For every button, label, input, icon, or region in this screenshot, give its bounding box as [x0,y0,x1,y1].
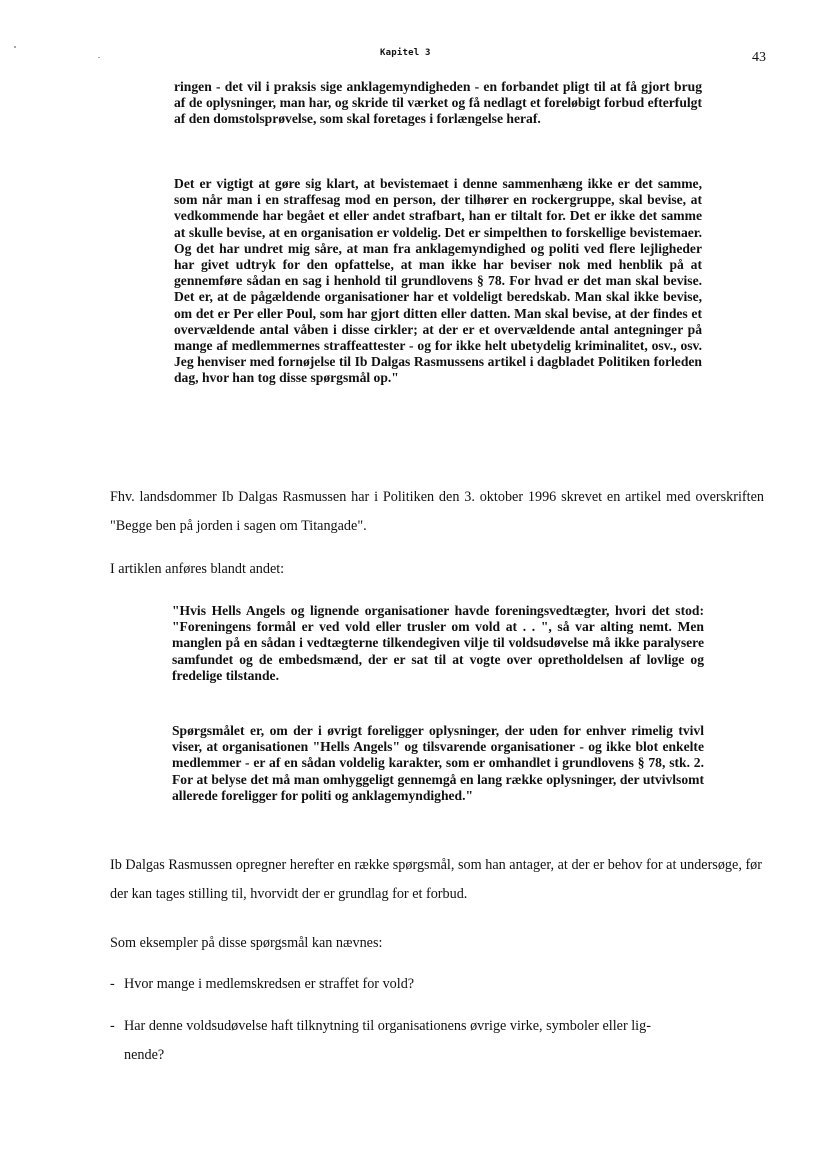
quote-paragraph: Det er vigtigt at gøre sig klart, at bevistemaet i denne sammenhæng ikke er det samme, som når man i en straffesag mod en person, der tilhører en rockergruppe, skal bevise, at vedkommende har begået et eller andet strafbart, han er tiltalt for. Det er ikke det samme at skulle bevise, at en organisation er voldelig. Det er simpelthen to forskellige bevistemaer. Og det har undret mig såre, at man fra anklagemyndighed og politi ved flere lejligheder har givet udtryk for den opfattelse, at man ikke har beviser nok med henblik på at gennemføre sådan en sag i henhold til grundlovens § 78. For hvad er det man skal bevise. Det er, at de pågældende organisationer har et voldeligt beredskab. Man skal ikke bevise, om det er Per eller Poul, som har gjort ditten eller datten. Man skal bevise, at der findes et overvældende antal våben i disse cirkler; at der er et overvældende antal antegninger på mange af medlemmernes straffeattester - og for ikke helt ubetydelig kriminalitet, osv., osv. Jeg henviser med fornøjelse til Ib Dalgas Rasmussens artikel i dagbladet Politiken forleden dag, hvor han tog disse spørgsmål op." [174,176,702,386]
quote-paragraph: ringen - det vil i praksis sige anklagemyndigheden - en forbandet pligt til at få gjort brug af de oplysninger, man har, og skride til værket og få nedlagt et foreløbigt forbud efterfulgt af den domstolsprøvelse, som skal foretages i forlængelse heraf. [174,79,702,127]
article-quote-paragraph: "Hvis Hells Angels og lignende organisationer havde foreningsvedtægter, hvori det stod: "Foreningens formål er ved vold eller trusler om vold at . . ", så var alting nemt. Men manglen på en sådan i vedtægterne tilkendegiven vilje til voldsudøvelse må ikke paralysere samfundet og de embedsmænd, der er sat til at vogte over opretholdelsen af lovlige og fredelige tilstande. [172,603,704,683]
body-paragraph: Ib Dalgas Rasmussen opregner herefter en række spørgsmål, som han antager, at der er behov for at undersøge, før der kan tages stilling til, hvorvidt der er grundlag for et forbud. [110,857,762,902]
body-paragraph: Som eksempler på disse spørgsmål kan nævnes: [110,935,383,951]
article-quote-paragraph: Spørgsmålet er, om der i øvrigt foreligger oplysninger, der uden for enhver rimelig tvivl viser, at organisationen "Hells Angels" og tilsvarende organisationer - og ikke blot enkelte medlemmer - er af en sådan voldelig karakter, som er omhandlet i grundlovens § 78, stk. 2. For at belyse det må man omhyggeligt gennemgå en lang række oplysninger, der utvivlsomt allerede foreligger for politi og anklagemyndighed." [172,723,704,803]
scan-speck [98,57,100,58]
page-number: 43 [752,50,766,65]
question-list-item [110,970,760,999]
question-list-item [110,1012,766,1070]
scan-speck [14,46,16,48]
question-text-continuation: nende? [124,1047,165,1063]
body-paragraph: Fhv. landsdommer Ib Dalgas Rasmussen har i Politiken den 3. oktober 1996 skrevet en artikel med overskriften "Begge ben på jorden i sagen om Titangade". [110,489,764,534]
chapter-header: Kapitel 3 [380,48,431,58]
question-text: Har denne voldsudøvelse haft tilknytning til organisationens øvrige virke, symboler eller lig- [124,1018,651,1034]
question-text: Hvor mange i medlemskredsen er straffet for vold? [124,976,415,992]
list-dash: - [110,976,115,992]
list-dash: - [110,1018,115,1034]
body-paragraph: I artiklen anføres blandt andet: [110,561,285,577]
